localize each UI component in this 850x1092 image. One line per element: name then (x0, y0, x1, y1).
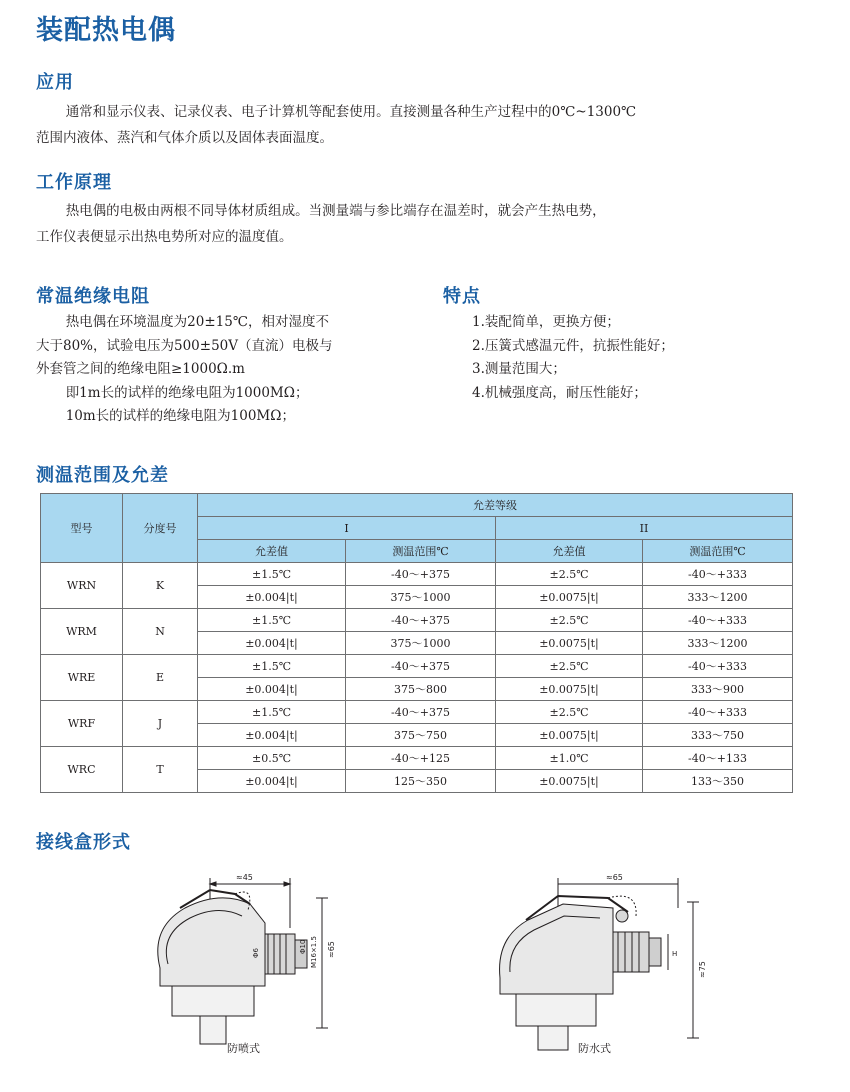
nut (649, 938, 661, 966)
cell-value: ±2.5℃ (496, 655, 643, 678)
arrow (284, 882, 290, 886)
cell-value: ±0.004|t| (198, 724, 346, 747)
cell-value: ±0.5℃ (198, 747, 346, 770)
principle-line-1: 热电偶的电极由两根不同导体材质组成。当测量端与参比端存在温差时，就会产生热电势， (65, 203, 606, 219)
header-class-2: II (496, 517, 793, 540)
insulation-line: 即1m长的试样的绝缘电阻为1000MΩ； (65, 384, 309, 401)
spray-proof-drawing (140, 868, 360, 1058)
table-row (41, 747, 793, 770)
cell-value: ±2.5℃ (496, 609, 643, 632)
base (516, 994, 596, 1026)
cell-value: ±2.5℃ (496, 563, 643, 586)
cell-value: ±1.0℃ (496, 747, 643, 770)
feature-item: 1.装配简单，更换方便； (472, 314, 620, 330)
stem (538, 1026, 568, 1050)
cell-value: -40～+375 (346, 563, 496, 586)
cell-value: ±0.004|t| (198, 586, 346, 609)
dim-h-label: H (672, 950, 678, 958)
header-range-1: 测温范围℃ (346, 540, 496, 563)
insulation-line: 外套管之间的绝缘电阻≥1000Ω.m (36, 361, 245, 377)
cell-value: 375～800 (346, 678, 496, 701)
arrow (210, 882, 216, 886)
spray-proof-caption: 防喷式 (227, 1042, 260, 1055)
cell-model: WRC (41, 747, 123, 793)
cell-value: ±2.5℃ (496, 701, 643, 724)
cell-value: ±0.0075|t| (496, 632, 643, 655)
cell-value: -40～+333 (643, 563, 793, 586)
cell-model: WRF (41, 701, 123, 747)
cell-value: 133～350 (643, 770, 793, 793)
cell-model: WRE (41, 655, 123, 701)
cell-value: 375～750 (346, 724, 496, 747)
cell-value: 333～1200 (643, 586, 793, 609)
cell-value: ±0.0075|t| (496, 770, 643, 793)
page-title: 装配热电偶 (36, 15, 176, 46)
feature-item: 4.机械强度高，耐压性能好； (472, 384, 647, 401)
application-line-2: 范围内液体、蒸汽和气体介质以及固体表面温度。 (36, 130, 333, 146)
cell-grad: J (123, 701, 198, 747)
header-model: 型号 (41, 494, 123, 563)
cell-value: ±0.004|t| (198, 770, 346, 793)
header-tol-2: 允差值 (496, 540, 643, 563)
application-line-1: 通常和显示仪表、记录仪表、电子计算机等配套使用。直接测量各种生产过程中的0℃~1300℃ (65, 104, 637, 120)
principle-text (36, 198, 796, 250)
dim-width-label: ≈45 (236, 873, 253, 882)
cell-value: ±0.0075|t| (496, 724, 643, 747)
application-heading: 应用 (36, 72, 74, 93)
cell-grad: E (123, 655, 198, 701)
dim-height-label: ≈65 (327, 941, 336, 958)
screw (616, 910, 628, 922)
insulation-text (36, 311, 406, 429)
insulation-line: 热电偶在环境温度为20±15℃，相对湿度不 (65, 314, 329, 330)
junction-heading: 接线盒形式 (36, 832, 131, 853)
cell-value: ±0.004|t| (198, 678, 346, 701)
principle-line-2: 工作仪表便显示出热电势所对应的温度值。 (36, 229, 293, 245)
insulation-line: 10m长的试样的绝缘电阻为100MΩ； (65, 408, 295, 424)
cell-value: ±0.004|t| (198, 632, 346, 655)
cell-value: -40～+375 (346, 701, 496, 724)
cell-value: 375～1000 (346, 586, 496, 609)
cell-value: 333～1200 (643, 632, 793, 655)
feature-item: 3.测量范围大； (472, 361, 566, 377)
feature-item: 2.压簧式感温元件，抗振性能好； (472, 337, 674, 354)
application-text (36, 99, 796, 151)
features-heading: 特点 (443, 286, 481, 307)
cell-value: 333～900 (643, 678, 793, 701)
header-tol-1: 允差值 (198, 540, 346, 563)
dim-m16-label: M16×1.5 (310, 936, 318, 968)
table-row (41, 563, 793, 586)
cell-value: -40～+125 (346, 747, 496, 770)
header-range-2: 测温范围℃ (643, 540, 793, 563)
cell-value: -40～+333 (643, 609, 793, 632)
table-row (41, 701, 793, 724)
cell-value: ±0.0075|t| (496, 586, 643, 609)
stem (200, 1016, 226, 1044)
cell-value: ±0.0075|t| (496, 678, 643, 701)
cell-value: ±1.5℃ (198, 563, 346, 586)
dim-height-label: ≈75 (698, 961, 707, 978)
header-grad: 分度号 (123, 494, 198, 563)
dim-d10-label: Φ10 (299, 939, 307, 954)
cell-value: -40～+375 (346, 655, 496, 678)
cell-model: WRM (41, 609, 123, 655)
range-heading: 测温范围及允差 (36, 465, 169, 486)
dim-width-label: ≈65 (606, 873, 623, 882)
table-row (41, 655, 793, 678)
table-row (41, 609, 793, 632)
cell-value: ±1.5℃ (198, 701, 346, 724)
cell-value: 125～350 (346, 770, 496, 793)
cell-value: -40～+133 (643, 747, 793, 770)
principle-heading: 工作原理 (36, 172, 112, 193)
cell-value: -40～+333 (643, 701, 793, 724)
cell-grad: N (123, 609, 198, 655)
dim-d6-label: Φ6 (252, 948, 260, 958)
cell-value: -40～+375 (346, 609, 496, 632)
insulation-heading: 常温绝缘电阻 (36, 286, 150, 307)
insulation-line: 大于80%，试验电压为500±50V（直流）电极与 (36, 337, 333, 354)
cell-grad: K (123, 563, 198, 609)
cell-model: WRN (41, 563, 123, 609)
cell-value: 333～750 (643, 724, 793, 747)
base (172, 986, 254, 1016)
features-list (472, 311, 812, 405)
cell-value: -40～+333 (643, 655, 793, 678)
cell-grad: T (123, 747, 198, 793)
cell-value: ±1.5℃ (198, 655, 346, 678)
waterproof-caption: 防水式 (578, 1042, 611, 1055)
waterproof-drawing (488, 868, 718, 1058)
header-tolerance-class: 允差等级 (198, 494, 793, 517)
cell-value: 375～1000 (346, 632, 496, 655)
range-table (40, 493, 793, 793)
header-class-1: I (198, 517, 496, 540)
cell-value: ±1.5℃ (198, 609, 346, 632)
